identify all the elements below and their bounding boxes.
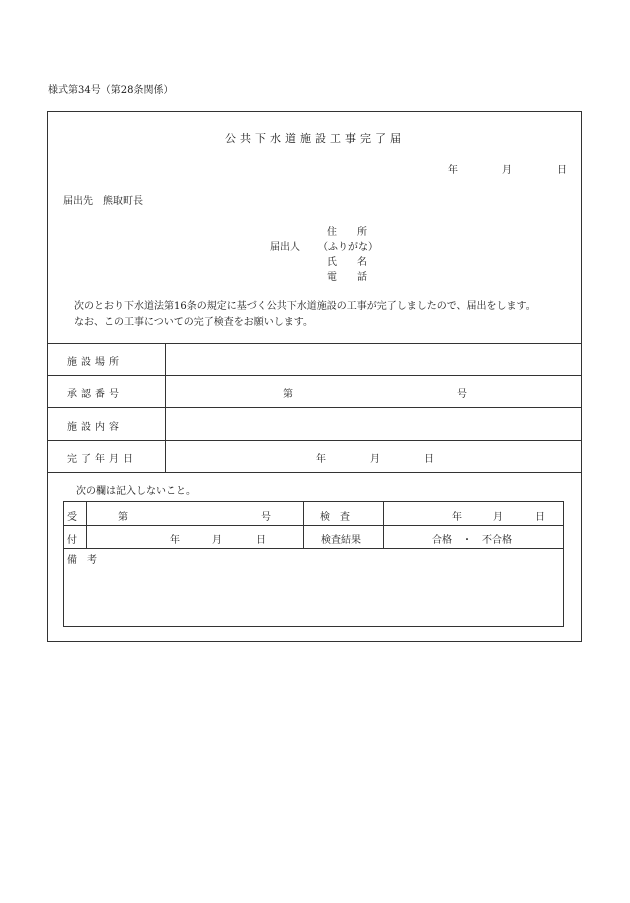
divider [63,548,564,549]
notifier-address-label: 住 所 [327,227,367,238]
inspection-year: 年 [452,512,462,523]
inspection-result-options: 合格 ・ 不合格 [432,535,512,546]
receipt-year: 年 [170,535,180,546]
completion-year: 年 [316,454,326,465]
receipt-month: 月 [212,535,222,546]
notifier-label: 届出人 [270,242,300,253]
addressee: 届出先 熊取町長 [63,196,143,207]
facility-location-label: 施設場所 [67,357,123,368]
divider [63,525,564,526]
office-use-note: 次の欄は記入しないこと。 [76,486,196,497]
approval-go: 号 [457,389,467,400]
header-year: 年 [448,165,458,176]
notifier-furigana-label: （ふりがな） [318,242,378,253]
approval-dai: 第 [283,389,293,400]
header-day: 日 [557,165,567,176]
remarks-label: 備 考 [67,555,97,566]
notifier-phone-label: 電 話 [327,272,367,283]
divider [47,472,582,473]
column-divider [86,501,87,548]
receipt-label-tsuke: 付 [67,535,77,546]
inspection-label: 検 査 [320,512,350,523]
completion-date-label: 完了年月日 [67,454,137,465]
statement-line-2: なお、この工事についての完了検査をお願いします。 [74,317,313,328]
office-use-box [63,501,564,627]
notifier-name-label: 氏 名 [327,257,367,268]
divider [47,440,582,441]
receipt-label-uke: 受 [67,512,77,523]
inspection-day: 日 [535,512,545,523]
receipt-go: 号 [261,512,271,523]
inspection-result-label: 検査結果 [321,535,361,546]
approval-number-label: 承認番号 [67,389,123,400]
completion-month: 月 [370,454,380,465]
form-number: 様式第34号（第28条関係） [48,85,174,96]
facility-content-label: 施設内容 [67,422,123,433]
receipt-dai: 第 [118,512,128,523]
divider [47,407,582,408]
column-divider [165,343,166,472]
completion-day: 日 [424,454,434,465]
header-month: 月 [502,165,512,176]
column-divider [383,501,384,548]
receipt-day: 日 [256,535,266,546]
divider [47,343,582,344]
column-divider [303,501,304,548]
statement-line-1: 次のとおり下水道法第16条の規定に基づく公共下水道施設の工事が完了しましたので、届出をします。 [74,301,536,312]
inspection-month: 月 [493,512,503,523]
form-title: 公共下水道施設工事完了届 [225,132,405,145]
divider [47,375,582,376]
